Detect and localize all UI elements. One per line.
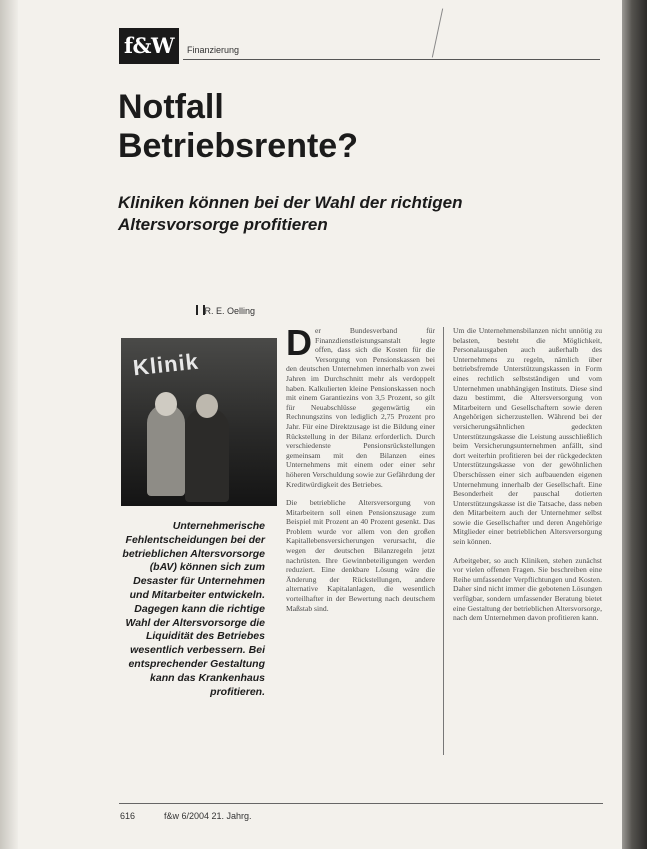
title-line-2: Betriebsrente? xyxy=(118,127,358,165)
magazine-logo: f&W xyxy=(119,28,179,64)
photo-person-woman-head xyxy=(155,392,177,416)
author-name: R. E. Oelling xyxy=(204,306,256,316)
scan-edge-shadow xyxy=(622,0,647,849)
body-column-2 xyxy=(453,326,602,632)
article-title xyxy=(118,88,358,166)
column-divider xyxy=(443,327,444,755)
article-photo xyxy=(121,338,277,506)
title-line-1: Notfall xyxy=(118,88,224,126)
paragraph-text: er Bundesverband für Finanzdienstleistungsanstalt legte offen, dass sich die Kosten für die Versorgung von Pensionskassen bei den deutschen Unternehmen innerhalb von zwei Jahren im Durchschnitt mehr als verdoppelt haben. Kalkulierten kleine Pensionskassen noch mit einem Garantiezins von 3,5 Prozent, so gilt für Neuabschlüsse gegenwärtig ein Rechnungszins von lediglich 2,75 Prozent pro Jahr. Für eine Direktzusage ist die Bildung einer Rückstellung in der Bilanz erforderlich. Durch verschiedenste Pensionsrückstellungen gemeinsam mit den Bilanzen eines Unternehmens mit einem oder einer sehr höheren Verschuldung sowie zur Gefährdung der Kreditwürdigkeit des Betriebes. xyxy=(286,326,435,489)
subtitle-line-2: Altersvorsorge profitieren xyxy=(118,215,328,234)
issue-info: f&w 6/2004 21. Jahrg. xyxy=(164,811,252,821)
photo-person-man xyxy=(185,408,229,502)
photo-person-woman xyxy=(147,404,185,496)
footer-rule xyxy=(119,803,603,804)
drop-cap: D xyxy=(286,322,312,363)
photo-sign-text: Klinik xyxy=(131,348,200,381)
page-fold-shadow xyxy=(0,0,18,849)
body-paragraph: Arbeitgeber, so auch Kliniken, stehen zunächst vor vielen offenen Fragen. Sie beschreiben eine Reihe umfassender Verpflichtungen und Kosten. Daher sind nicht immer die gebotenen Lösungen verfügbar, sondern umfassender Beratung bietet eine Gestaltung der betrieblichen Altersvorsorge, nach dem Unternehmen davon profitieren kann. xyxy=(453,555,602,623)
photo-caption: Unternehmerische Fehlentscheidungen bei der betrieblichen Altersvorsorge (bAV) können sich zum Desaster für Unternehmen und Mitarbeiter entwickeln. Dagegen kann die richtige Wahl der Altersvorsorge die Liquidität des Betriebes wesentlich verbessern. Bei entsprechender Gestaltung kann das Krankenhaus profitieren. xyxy=(122,520,265,698)
article-subtitle xyxy=(118,192,462,236)
decorative-slash xyxy=(432,8,443,57)
header-rule xyxy=(183,59,600,60)
body-paragraph: Die betriebliche Altersversorgung von Mitarbeitern soll einen Pensionszusage zum Beispiel mit Prozent an 40 Prozent gesenkt. Das Problem wurde vor allem von den großen Kapitallebensversicherungen verursacht, die wegen der deutschen Bilanzregeln jetzt nachrüsten. Ihre Gewinnbeteiligungen werden reduziert. Eine denkbare Lösung wäre die Änderung der Rückstellungen, andere alternative Kapitalanlagen, die wesentlich vorteilhafter in der Bewertung nach deutschem Maßstab sind. xyxy=(286,498,435,613)
section-rubric: Finanzierung xyxy=(187,45,240,55)
body-paragraph: Um die Unternehmensbilanzen nicht unnötig zu belasten, besteht die Möglichkeit, Personalausgaben auch außerhalb des Unternehmens zu regeln, nämlich über betriebsfremde Unterstützungskassen in Form eines rechtlich selbstständigen und vom Unternehmen unabhängigen Instituts. Diese sind dazu bestimmt, die Altersversorgung von Mitarbeitern und Gesellschaftern sowie deren Angehörigen sicherzustellen. Während bei der versicherungsähnlichen gedeckten Unterstützungskasse die Leistung ausschließlich beim Versicherungsunternehmen anfällt, sind dort weiterhin profitieren bei der rückgedeckten Unterstützungskasse von der gewöhnlichen Überschüssen einer sich aufbauenden eigenen Unternehmung innerhalb der Gesellschaft. Eine Besonderheit der pauschal dotierten Unterstützungskasse ist die Tatsache, dass neben den Mitarbeitern auch der Unternehmer selbst sowie die Gesellschafter und deren Angehörige Mitglieder einer betrieblichen Altersversorgung sein können. xyxy=(453,326,602,547)
page-number: 616 xyxy=(120,811,136,821)
body-column-1 xyxy=(286,322,435,622)
body-paragraph xyxy=(286,322,435,489)
photo-person-man-head xyxy=(196,394,218,418)
author-byline xyxy=(197,306,255,316)
subtitle-line-1: Kliniken können bei der Wahl der richtigen xyxy=(118,193,463,212)
